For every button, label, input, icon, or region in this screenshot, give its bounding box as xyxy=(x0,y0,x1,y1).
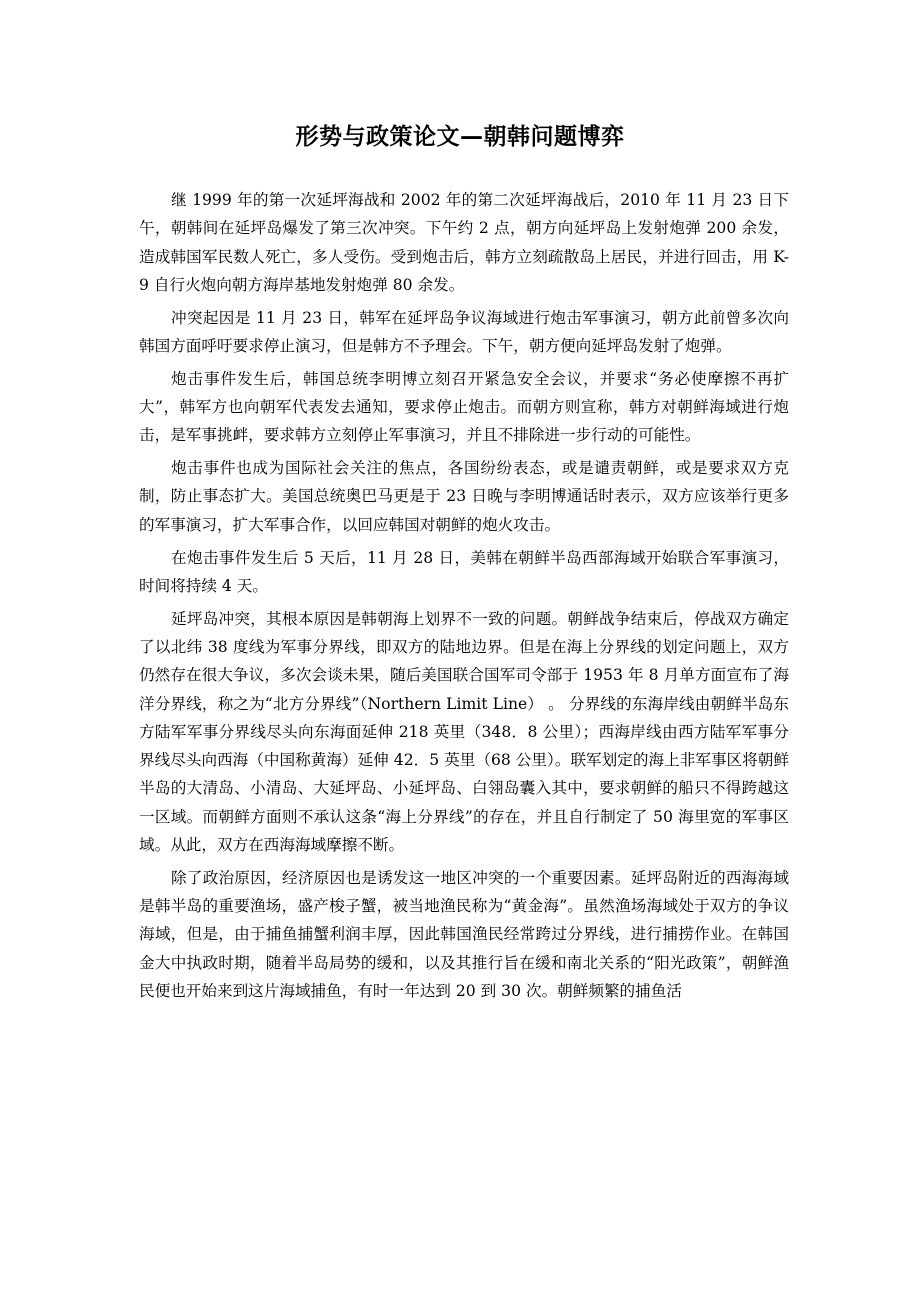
paragraph-4: 炮击事件也成为国际社会关注的焦点，各国纷纷表态，或是谴责朝鲜，或是要求双方克制，防止事态扩大。美国总统奥巴马更是于 23 日晚与李明博通话时表示，双方应该举行更多的军事演习，扩大军事合作，以回应韩国对朝鲜的炮火攻击。 xyxy=(139,459,789,534)
document-title: 形势与政策论文—朝韩问题博弈 xyxy=(295,124,625,150)
paragraph-7: 除了政治原因，经济原因也是诱发这一地区冲突的一个重要因素。延坪岛附近的西海海域是韩半岛的重要渔场，盛产梭子蟹，被当地渔民称为“黄金海”。虽然渔场海域处于双方的争议海域，但是，由于捕鱼捕蟹利润丰厚，因此韩国渔民经常跨过分界线，进行捕捞作业。在韩国金大中执政时期，随着半岛局势的缓和，以及其推行旨在缓和南北关系的“阳光政策”，朝鲜渔民便也开始来到这片海域捕鱼，有时一年达到 20 到 30 次。朝鲜频繁的捕鱼活 xyxy=(139,868,789,1001)
document-body xyxy=(139,186,789,1010)
paragraph-6: 延坪岛冲突，其根本原因是韩朝海上划界不一致的问题。朝鲜战争结束后，停战双方确定了以北纬 38 度线为军事分界线，即双方的陆地边界。但是在海上分界线的划定问题上，双方仍然存在很大争议，多次会谈未果，随后美国联合国军司令部于 1953 年 8 月单方面宣布了海洋分界线，称之为“北方分界线”（Northern Limit Line） 。 分界线的东海岸线由朝鲜半岛东方陆军军事分界线尽头向东海面延伸 218 英里（348．8 公里）；西海岸线由西方陆军军事分界线尽头向西海（中国称黄海）延伸 42．5 英里（68 公里）。联军划定的海上非军事区将朝鲜半岛的大清岛、小清岛、大延坪岛、小延坪岛、白翎岛囊入其中，要求朝鲜的船只不得跨越这一区域。而朝鲜方面则不承认这条“海上分界线”的存在，并且自行制定了 50 海里宽的军事区域。从此，双方在西海海域摩擦不断。 xyxy=(139,609,789,855)
paragraph-3: 炮击事件发生后，韩国总统李明博立刻召开紧急安全会议，并要求“务必使摩擦不再扩大”，韩军方也向朝军代表发去通知，要求停止炮击。而朝方则宣称，韩方对朝鲜海域进行炮击，是军事挑衅，要求韩方立刻停止军事演习，并且不排除进一步行动的可能性。 xyxy=(139,369,789,445)
paragraph-5: 在炮击事件发生后 5 天后，11 月 28 日，美韩在朝鲜半岛西部海域开始联合军事演习，时间将持续 4 天。 xyxy=(139,548,789,595)
paragraph-1: 继 1999 年的第一次延坪海战和 2002 年的第二次延坪海战后，2010 年 11 月 23 日下午，朝韩间在延坪岛爆发了第三次冲突。下午约 2 点，朝方向延坪岛上发射炮弹 200 余发，造成韩国军民数人死亡，多人受伤。受到炮击后，韩方立刻疏散岛上居民，并进行回击，用 K-9 自行火炮向朝方海岸基地发射炮弹 80 余发。 xyxy=(139,191,789,294)
paragraph-2: 冲突起因是 11 月 23 日，韩军在延坪岛争议海域进行炮击军事演习，朝方此前曾多次向韩国方面呼吁要求停止演习，但是韩方不予理会。下午，朝方便向延坪岛发射了炮弹。 xyxy=(139,308,789,355)
